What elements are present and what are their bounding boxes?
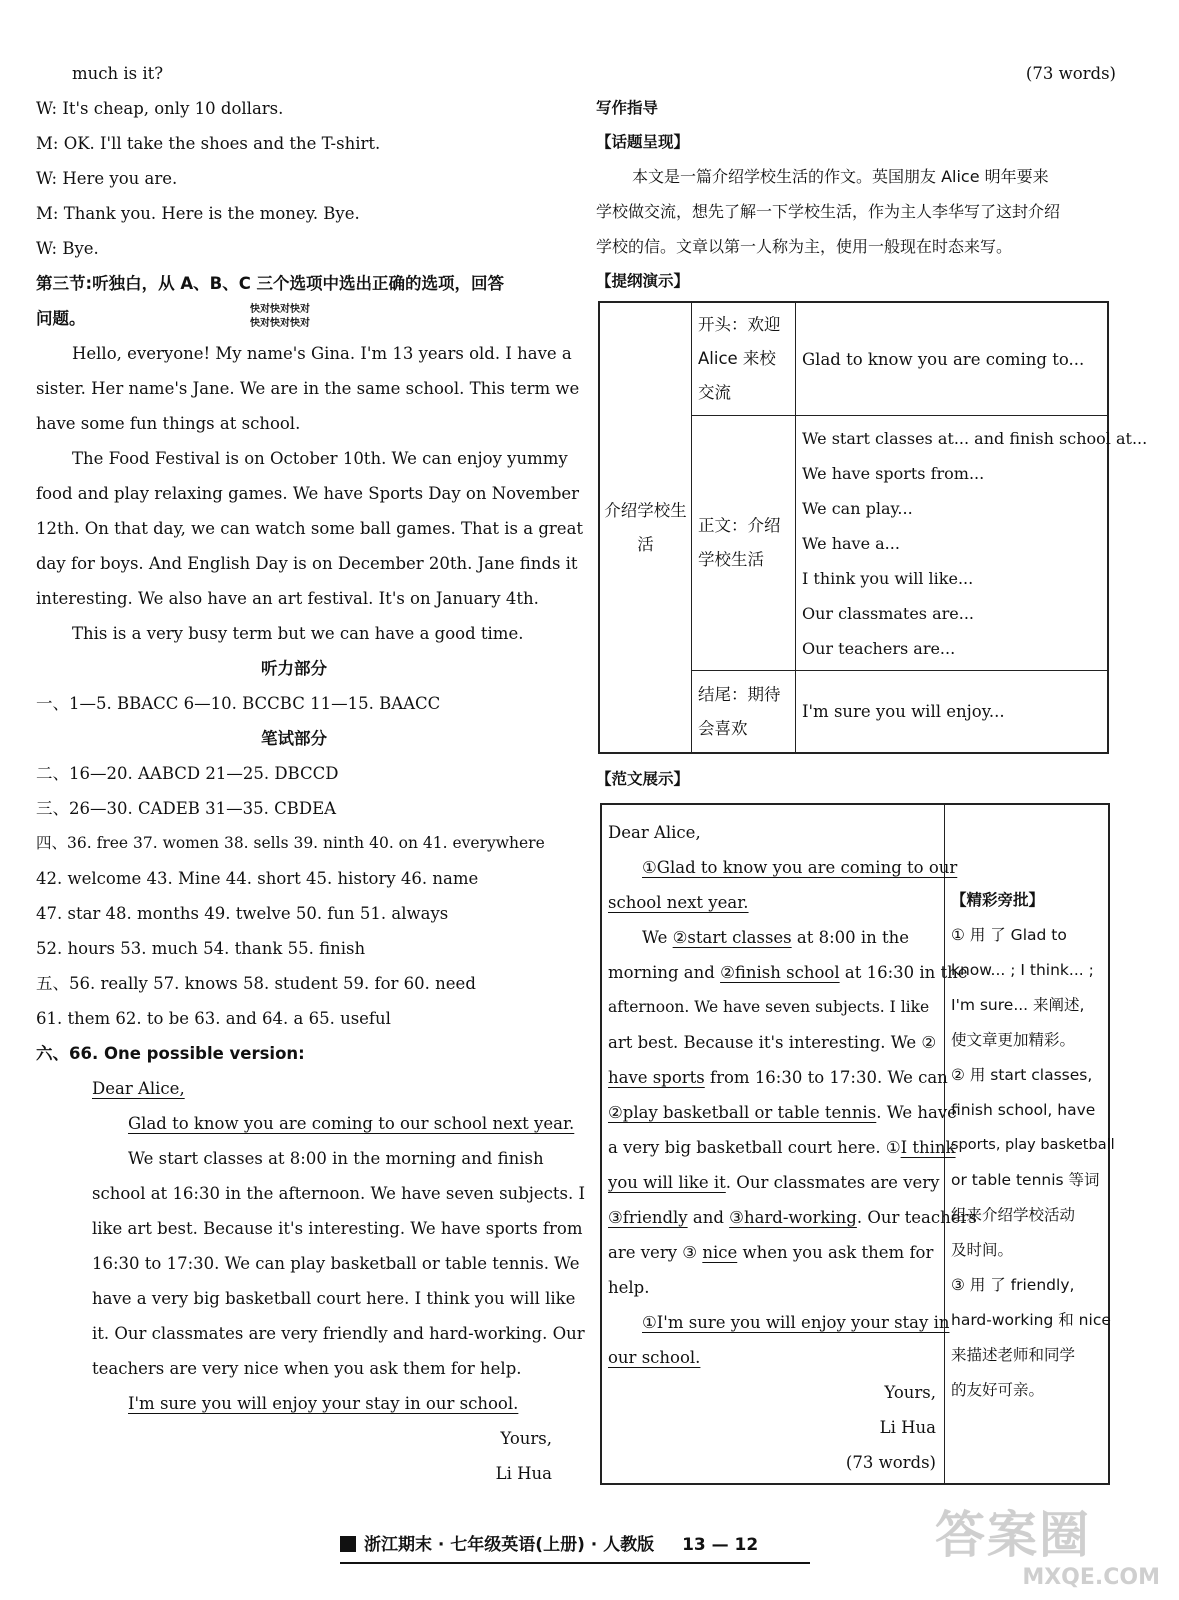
left-column xyxy=(36,56,585,1491)
essay-line xyxy=(608,1200,977,1235)
answer-line: 一、1—5. BBACC 6—10. BCCBC 11—15. BAACC xyxy=(36,694,441,713)
letter-body-line: school at 16:30 in the afternoon. We have seven subjects. I xyxy=(92,1184,585,1203)
listening-heading: 听力部分 xyxy=(261,659,327,678)
note-line: ③ 用 了 friendly, xyxy=(951,1276,1075,1294)
essay-line xyxy=(608,1165,940,1200)
note-line: 组来介绍学校活动 xyxy=(951,1206,1076,1224)
essay-text: when you ask them for xyxy=(737,1243,934,1262)
monologue-line: Hello, everyone! My name's Gina. I'm 13 years old. I have a xyxy=(72,344,572,363)
monologue-line: day for boys. And English Day is on December 20th. Jane finds it xyxy=(36,554,578,573)
outline-label-cell: 结尾：期待会喜欢 xyxy=(692,671,796,752)
letter-body-line: it. Our classmates are very friendly and hard-working. Our xyxy=(92,1324,585,1343)
monologue-line: sister. Her name's Jane. We are in the same school. This term we xyxy=(36,379,580,398)
outline-label-cell: 开头：欢迎 Alice 来校交流 xyxy=(692,303,796,415)
letter-body-line: teachers are very nice when you ask them for help. xyxy=(92,1359,522,1378)
footer-title: 浙江期末 · 七年级英语(上册) · 人教版 xyxy=(364,1535,655,1555)
watermark-url: MXQE.COM xyxy=(1022,1565,1160,1590)
notes-heading: 【精彩旁批】 xyxy=(951,891,1045,909)
letter-body-line: We start classes at 8:00 in the morning and finish xyxy=(128,1149,544,1168)
answer-line: 五、56. really 57. knows 58. student 59. for 60. need xyxy=(36,974,476,993)
essay-highlight: ②finish school xyxy=(720,963,840,982)
essay-greeting: Dear Alice, xyxy=(608,823,701,842)
dialogue-line: much is it? xyxy=(72,64,164,83)
dialogue-line: M: Thank you. Here is the money. Bye. xyxy=(36,204,360,223)
essay-highlight: ①Glad to know you are coming to our xyxy=(642,858,958,877)
topic-text-line: 学校的信。文章以第一人称为主，使用一般现在时态来写。 xyxy=(596,237,1013,256)
letter-sign-yours: Yours, xyxy=(500,1429,552,1448)
outline-heading: 【提纲演示】 xyxy=(596,272,690,290)
essay-line xyxy=(608,1130,956,1165)
outline-row-opening xyxy=(692,303,1107,416)
outline-phrase: I'm sure you will enjoy... xyxy=(802,702,1005,721)
note-line: ② 用 start classes, xyxy=(951,1066,1093,1084)
outline-phrase: I think you will like... xyxy=(802,568,974,588)
letter-closing xyxy=(36,1386,552,1421)
sample-essay-text xyxy=(602,805,977,1483)
essay-line xyxy=(608,920,940,955)
essay-text: a very big basketball court here. ① xyxy=(608,1138,901,1157)
letter-greeting xyxy=(36,1071,552,1106)
tiny-stamp-text: 快对快对快对 xyxy=(250,318,310,329)
footer-square-icon xyxy=(340,1536,356,1552)
answer-line: 47. star 48. months 49. twelve 50. fun 51. always xyxy=(36,904,449,923)
essay-line: art best. Because it's interesting. We ② xyxy=(608,1033,937,1052)
note-line: I'm sure... 来阐述, xyxy=(951,996,1085,1014)
answer-line: 六、66. One possible version: xyxy=(36,1044,305,1063)
monologue-line: This is a very busy term but we can have a good time. xyxy=(72,624,524,643)
essay-highlight: school next year. xyxy=(608,893,749,912)
essay-text: . Our classmates are very xyxy=(725,1173,940,1192)
letter-body-line: like art best. Because it's interesting. We have sports from xyxy=(92,1219,583,1238)
essay-sign-yours: Yours, xyxy=(884,1383,936,1402)
dialogue-line: W: Here you are. xyxy=(36,169,178,188)
answer-line: 42. welcome 43. Mine 44. short 45. history 46. name xyxy=(36,869,479,888)
monologue-line: interesting. We also have an art festival. It's on January 4th. xyxy=(36,589,539,608)
note-line: ① 用 了 Glad to xyxy=(951,926,1067,944)
essay-text: at 16:30 in the xyxy=(839,963,968,982)
letter-opening-text: Glad to know you are coming to our school next year. xyxy=(128,1114,575,1133)
note-line: 的友好可亲。 xyxy=(951,1381,1045,1399)
outline-phrase: Our teachers are... xyxy=(802,638,956,658)
essay-highlight: ③hard-working xyxy=(729,1208,857,1227)
essay-highlight: nice xyxy=(702,1243,738,1262)
outline-phrase: Glad to know you are coming to... xyxy=(802,349,1085,369)
outline-content-cell xyxy=(796,671,1107,752)
margin-notes xyxy=(945,883,1115,1408)
essay-line xyxy=(608,955,968,990)
writing-heading: 笔试部分 xyxy=(261,729,327,748)
answer-line: 四、36. free 37. women 38. sells 39. ninth 40. on 41. everywhere xyxy=(36,834,545,852)
section3-instruction: 第三节:听独白，从 A、B、C 三个选项中选出正确的选项，回答 xyxy=(36,274,505,293)
essay-line xyxy=(608,1060,948,1095)
answer-line: 二、16—20. AABCD 21—25. DBCCD xyxy=(36,764,339,783)
outline-main-cell: 介绍学校生活 xyxy=(600,303,692,752)
answer-line: 52. hours 53. much 54. thank 55. finish xyxy=(36,939,366,958)
word-count: (73 words) xyxy=(1025,64,1116,83)
essay-line xyxy=(608,1340,940,1375)
essay-highlight: I think xyxy=(900,1138,956,1157)
essay-text: from 16:30 to 17:30. We can xyxy=(704,1068,948,1087)
page-number: 13 — 12 xyxy=(682,1535,759,1555)
outline-content-cell xyxy=(796,416,1148,670)
monologue-line: The Food Festival is on October 10th. We can enjoy yummy xyxy=(72,449,568,468)
outline-phrase: We can play... xyxy=(802,498,913,518)
essay-line xyxy=(608,1235,940,1270)
outline-phrase: We have sports from... xyxy=(802,463,985,483)
right-column xyxy=(596,56,1116,298)
section3-instruction-end xyxy=(36,301,552,336)
note-line: 来描述老师和同学 xyxy=(951,1346,1076,1364)
note-line: sports, play basketball xyxy=(951,1137,1115,1153)
essay-highlight: have sports xyxy=(608,1068,705,1087)
essay-highlight: ②start classes xyxy=(672,928,792,947)
answer-line: 三、26—30. CADEB 31—35. CBDEA xyxy=(36,799,337,818)
monologue-line: have some fun things at school. xyxy=(36,414,301,433)
essay-text: . We have xyxy=(876,1103,957,1122)
note-line: know... ; I think... ; xyxy=(951,961,1094,979)
sample-heading: 【范文展示】 xyxy=(596,770,690,788)
sample-essay-box xyxy=(600,803,1115,1485)
page-footer xyxy=(340,1530,758,1560)
essay-highlight: ①I'm sure you will enjoy your stay in xyxy=(642,1313,950,1332)
essay-highlight: ③friendly xyxy=(608,1208,688,1227)
letter-greeting-text: Dear Alice, xyxy=(92,1079,185,1098)
essay-highlight: you will like it xyxy=(608,1173,726,1192)
essay-line: help. xyxy=(608,1278,650,1297)
note-line: finish school, have xyxy=(951,1101,1096,1119)
watermark-text: 答案圈 xyxy=(935,1506,1091,1564)
tiny-stamp-text: 快对快对快对 xyxy=(250,304,310,315)
outline-row-ending xyxy=(692,671,1107,752)
letter-body-line: 16:30 to 17:30. We can play basketball or table tennis. We xyxy=(92,1254,580,1273)
outline-row-body xyxy=(692,416,1148,671)
topic-text-line: 学校做交流，想先了解一下学校生活，作为主人李华写了这封介绍 xyxy=(596,202,1061,221)
topic-heading: 【话题呈现】 xyxy=(596,133,690,151)
letter-opening xyxy=(36,1106,575,1141)
note-line: 及时间。 xyxy=(951,1241,1014,1259)
watermark-logo xyxy=(935,1505,1160,1595)
monologue-line: 12th. On that day, we can watch some ball games. That is a great xyxy=(36,519,584,538)
outline-phrase: We have a... xyxy=(802,533,900,553)
essay-word-count: (73 words) xyxy=(845,1453,936,1472)
footer-rule xyxy=(340,1562,810,1564)
essay-line xyxy=(608,850,958,885)
guide-title: 写作指导 xyxy=(596,99,659,117)
essay-sign-name: Li Hua xyxy=(879,1418,936,1437)
essay-line xyxy=(608,1095,957,1130)
note-line: or table tennis 等词 xyxy=(951,1171,1100,1189)
outline-table xyxy=(598,301,1148,754)
essay-line xyxy=(608,885,940,920)
letter-body-line: have a very big basketball court here. I think you will like xyxy=(92,1289,576,1308)
note-line: hard-working 和 nice xyxy=(951,1311,1111,1329)
essay-highlight: ②play basketball or table tennis xyxy=(608,1103,877,1122)
outline-label-cell: 正文：介绍学校生活 xyxy=(692,416,796,670)
letter-sign-name: Li Hua xyxy=(495,1464,552,1483)
essay-text: We xyxy=(642,928,673,947)
essay-text: morning and xyxy=(608,963,721,982)
answer-line: 61. them 62. to be 63. and 64. a 65. useful xyxy=(36,1009,391,1028)
essay-text: at 8:00 in the xyxy=(791,928,910,947)
essay-line xyxy=(608,1305,950,1340)
outline-content-cell xyxy=(796,303,1107,415)
topic-text-line: 本文是一篇介绍学校生活的作文。英国朋友 Alice 明年要来 xyxy=(632,167,1049,186)
note-line: 使文章更加精彩。 xyxy=(951,1031,1076,1049)
dialogue-line: M: OK. I'll take the shoes and the T-shirt. xyxy=(36,134,381,153)
essay-text: are very ③ xyxy=(608,1243,703,1262)
dialogue-line: W: It's cheap, only 10 dollars. xyxy=(36,99,284,118)
essay-line: afternoon. We have seven subjects. I like xyxy=(608,998,930,1016)
outline-phrase: We start classes at... and finish school at... xyxy=(802,428,1148,448)
dialogue-line: W: Bye. xyxy=(36,239,99,258)
essay-text: . Our teachers xyxy=(856,1208,977,1227)
outline-phrase: Our classmates are... xyxy=(802,603,975,623)
essay-highlight: our school. xyxy=(608,1348,701,1367)
monologue-line: food and play relaxing games. We have Sports Day on November xyxy=(36,484,580,503)
letter-closing-text: I'm sure you will enjoy your stay in our school. xyxy=(128,1394,519,1413)
essay-text: and xyxy=(687,1208,730,1227)
section3-instruction-tail: 问题。 xyxy=(36,309,86,328)
